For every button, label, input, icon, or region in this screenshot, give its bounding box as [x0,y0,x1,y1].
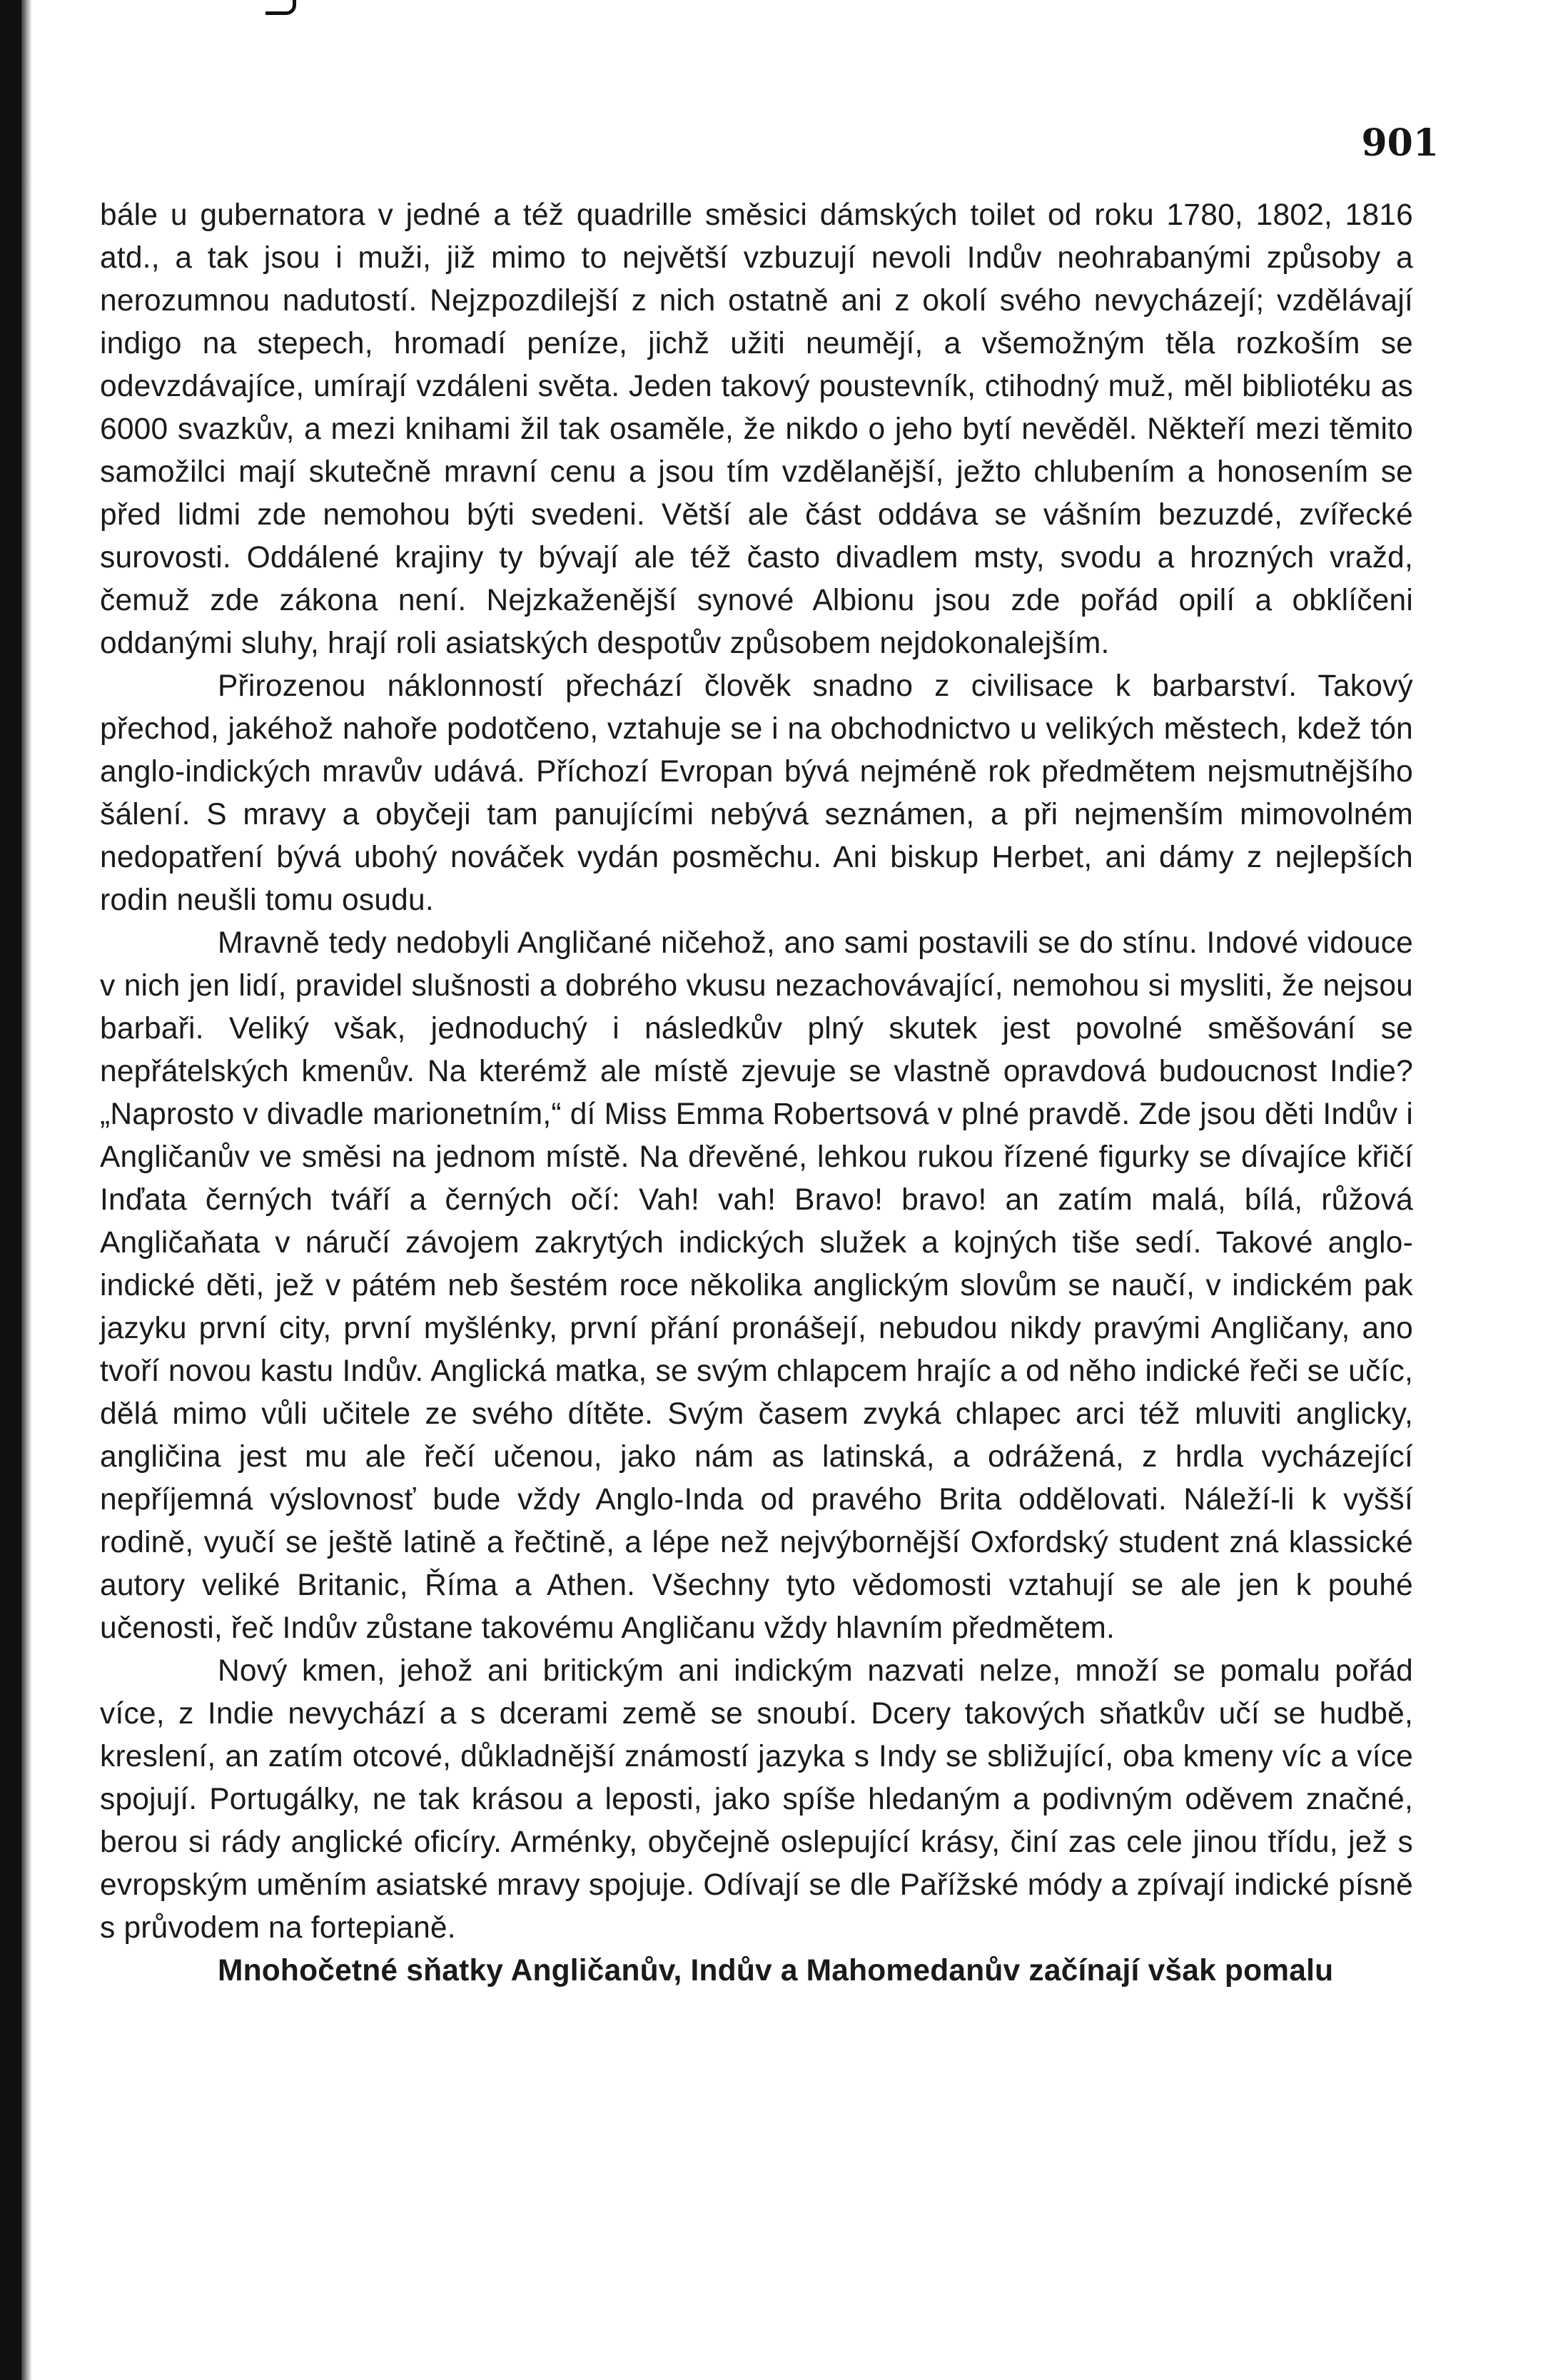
binding-shadow [21,0,31,2380]
binding-edge [0,0,21,2380]
page-number: 901 [1361,121,1439,165]
paragraph-2: Přirozenou náklonností přechází člověk snadno z civilisace k barbarství. Takový přechod, jakéhož nahoře podotčeno, vztahuje se i na obchodnictvo u velikých městech, kdež tón anglo-indických mravův udává. Příchozí Evropan bývá nejméně rok předmětem nejsmutnějšího šálení. S mravy a obyčeji tam panujícími nebývá seznámen, a při nejmenším mimovolném nedopatření bývá ubohý nováček vydán posměchu. Ani biskup Herbet, ani dámy z nejlepších rodin neušli tomu osudu. [100,669,1413,917]
paragraph-1: bále u gubernatora v jedné a též quadrille směsici dámských toilet od roku 1780, 1802, 1816 atd., a tak jsou i muži, již mimo to největší vzbuzují nevoli Indův neohrabanými způsoby a nerozumnou nadutostí. Nejzpozdilejší z nich ostatně ani z okolí svého nevycházejí; vzdělávají indigo na stepech, hromadí peníze, jichž užiti neumějí, a všemožným těla rozkoším se odevzdávajíce, umírají vzdáleni světa. Jeden takový poustevník, ctihodný muž, měl bibliotéku as 6000 svazkův, a mezi knihami žil tak osaměle, že nikdo o jeho bytí nevěděl. Někteří mezi těmito samožilci mají skutečně mravní cenu a jsou tím vzdělanější, ježto chlubením a honosením se před lidmi zde nemohou býti svedeni. Větší ale část oddáva se vášním bezuzdé, zvířecké surovosti. Oddálené krajiny ty bývají ale též často divadlem msty, svodu a hrozných vražd, čemuž zde zákona není. Nejzkaženější synové Albionu jsou zde pořád opilí a obklíčeni oddanými sluhy, hrají roli asiatských despotův způsobem nejdokonalejším. [100,198,1413,660]
paragraph-3: Mravně tedy nedobyli Angličané ničehož, ano sami postavili se do stínu. Indové vidouce v nich jen lidí, pravidel slušnosti a dobrého vkusu nezachovávající, nemohou si mysliti, že nejsou barbaři. Veliký však, jednoduchý i následkův plný skutek jest povolné směšování se nepřátelských kmenův. Na kterémž ale místě zjevuje se vlastně opravdová budoucnost Indie? „Naprosto v divadle marionetním,“ dí Miss Emma Robertsová v plné pravdě. Zde jsou děti Indův i Angličanův ve směsi na jednom místě. Na dřevěné, lehkou rukou řízené figurky se dívajíce křičí Inďata černých tváří a černých očí: Vah! vah! Bravo! bravo! an zatím malá, bílá, růžová Angličaňata v náručí závojem zakrytých indických služek a kojných tiše sedí. Takové anglo-indické děti, jež v pátém neb šestém roce několika anglickým slovům se naučí, v indickém pak jazyku první city, první myšlénky, první přání pronášejí, nebudou nikdy pravými Angličany, ano tvoří novou kastu Indův. Anglická matka, se svým chlapcem hrajíc a od něho indické řeči se učíc, dělá mimo vůli učitele ze svého dítěte. Svým časem zvyká chlapec arci též mluviti anglicky, angličina jest mu ale řečí učenou, jako nám as latinská, a odrážená, z hrdla vycházející nepříjemná výslovnosť bude vždy Anglo-Inda od pravého Brita oddělovati. Náleží-li k vyšší rodině, vyučí se ještě latině a řečtině, a lépe než nejvýbornější Oxfordský student zná klassické autory veliké Britanic, Říma a Athen. Všechny tyto vědomosti vztahují se ale jen k pouhé učenosti, řeč Indův zůstane takovému Angličanu vždy hlavním předmětem. [100,926,1414,1645]
top-binding-mark [265,0,296,15]
body-text [100,194,1413,1992]
paragraph-5: Mnohočetné sňatky Angličanův, Indův a Mahomedanův začínají však pomalu [218,1954,1334,1987]
paragraph-4: Nový kmen, jehož ani britickým ani indickým nazvati nelze, množí se pomalu pořád více, z Indie nevychází a s dcerami země se snoubí. Dcery takových sňatkův učí se hudbě, kreslení, an zatím otcové, důkladnější známostí jazyka s Indy se sbližující, oba kmeny víc a více spojují. Portugálky, ne tak krásou a leposti, jako spíše hledaným a podivným oděvem značné, berou si rády anglické oficíry. Arménky, obyčejně oslepující krásy, činí zas cele jinou třídu, jež s evropským uměním asiatské mravy spojuje. Odívají se dle Pařížské módy a zpívají indické písně s průvodem na fortepianě. [100,1654,1413,1945]
